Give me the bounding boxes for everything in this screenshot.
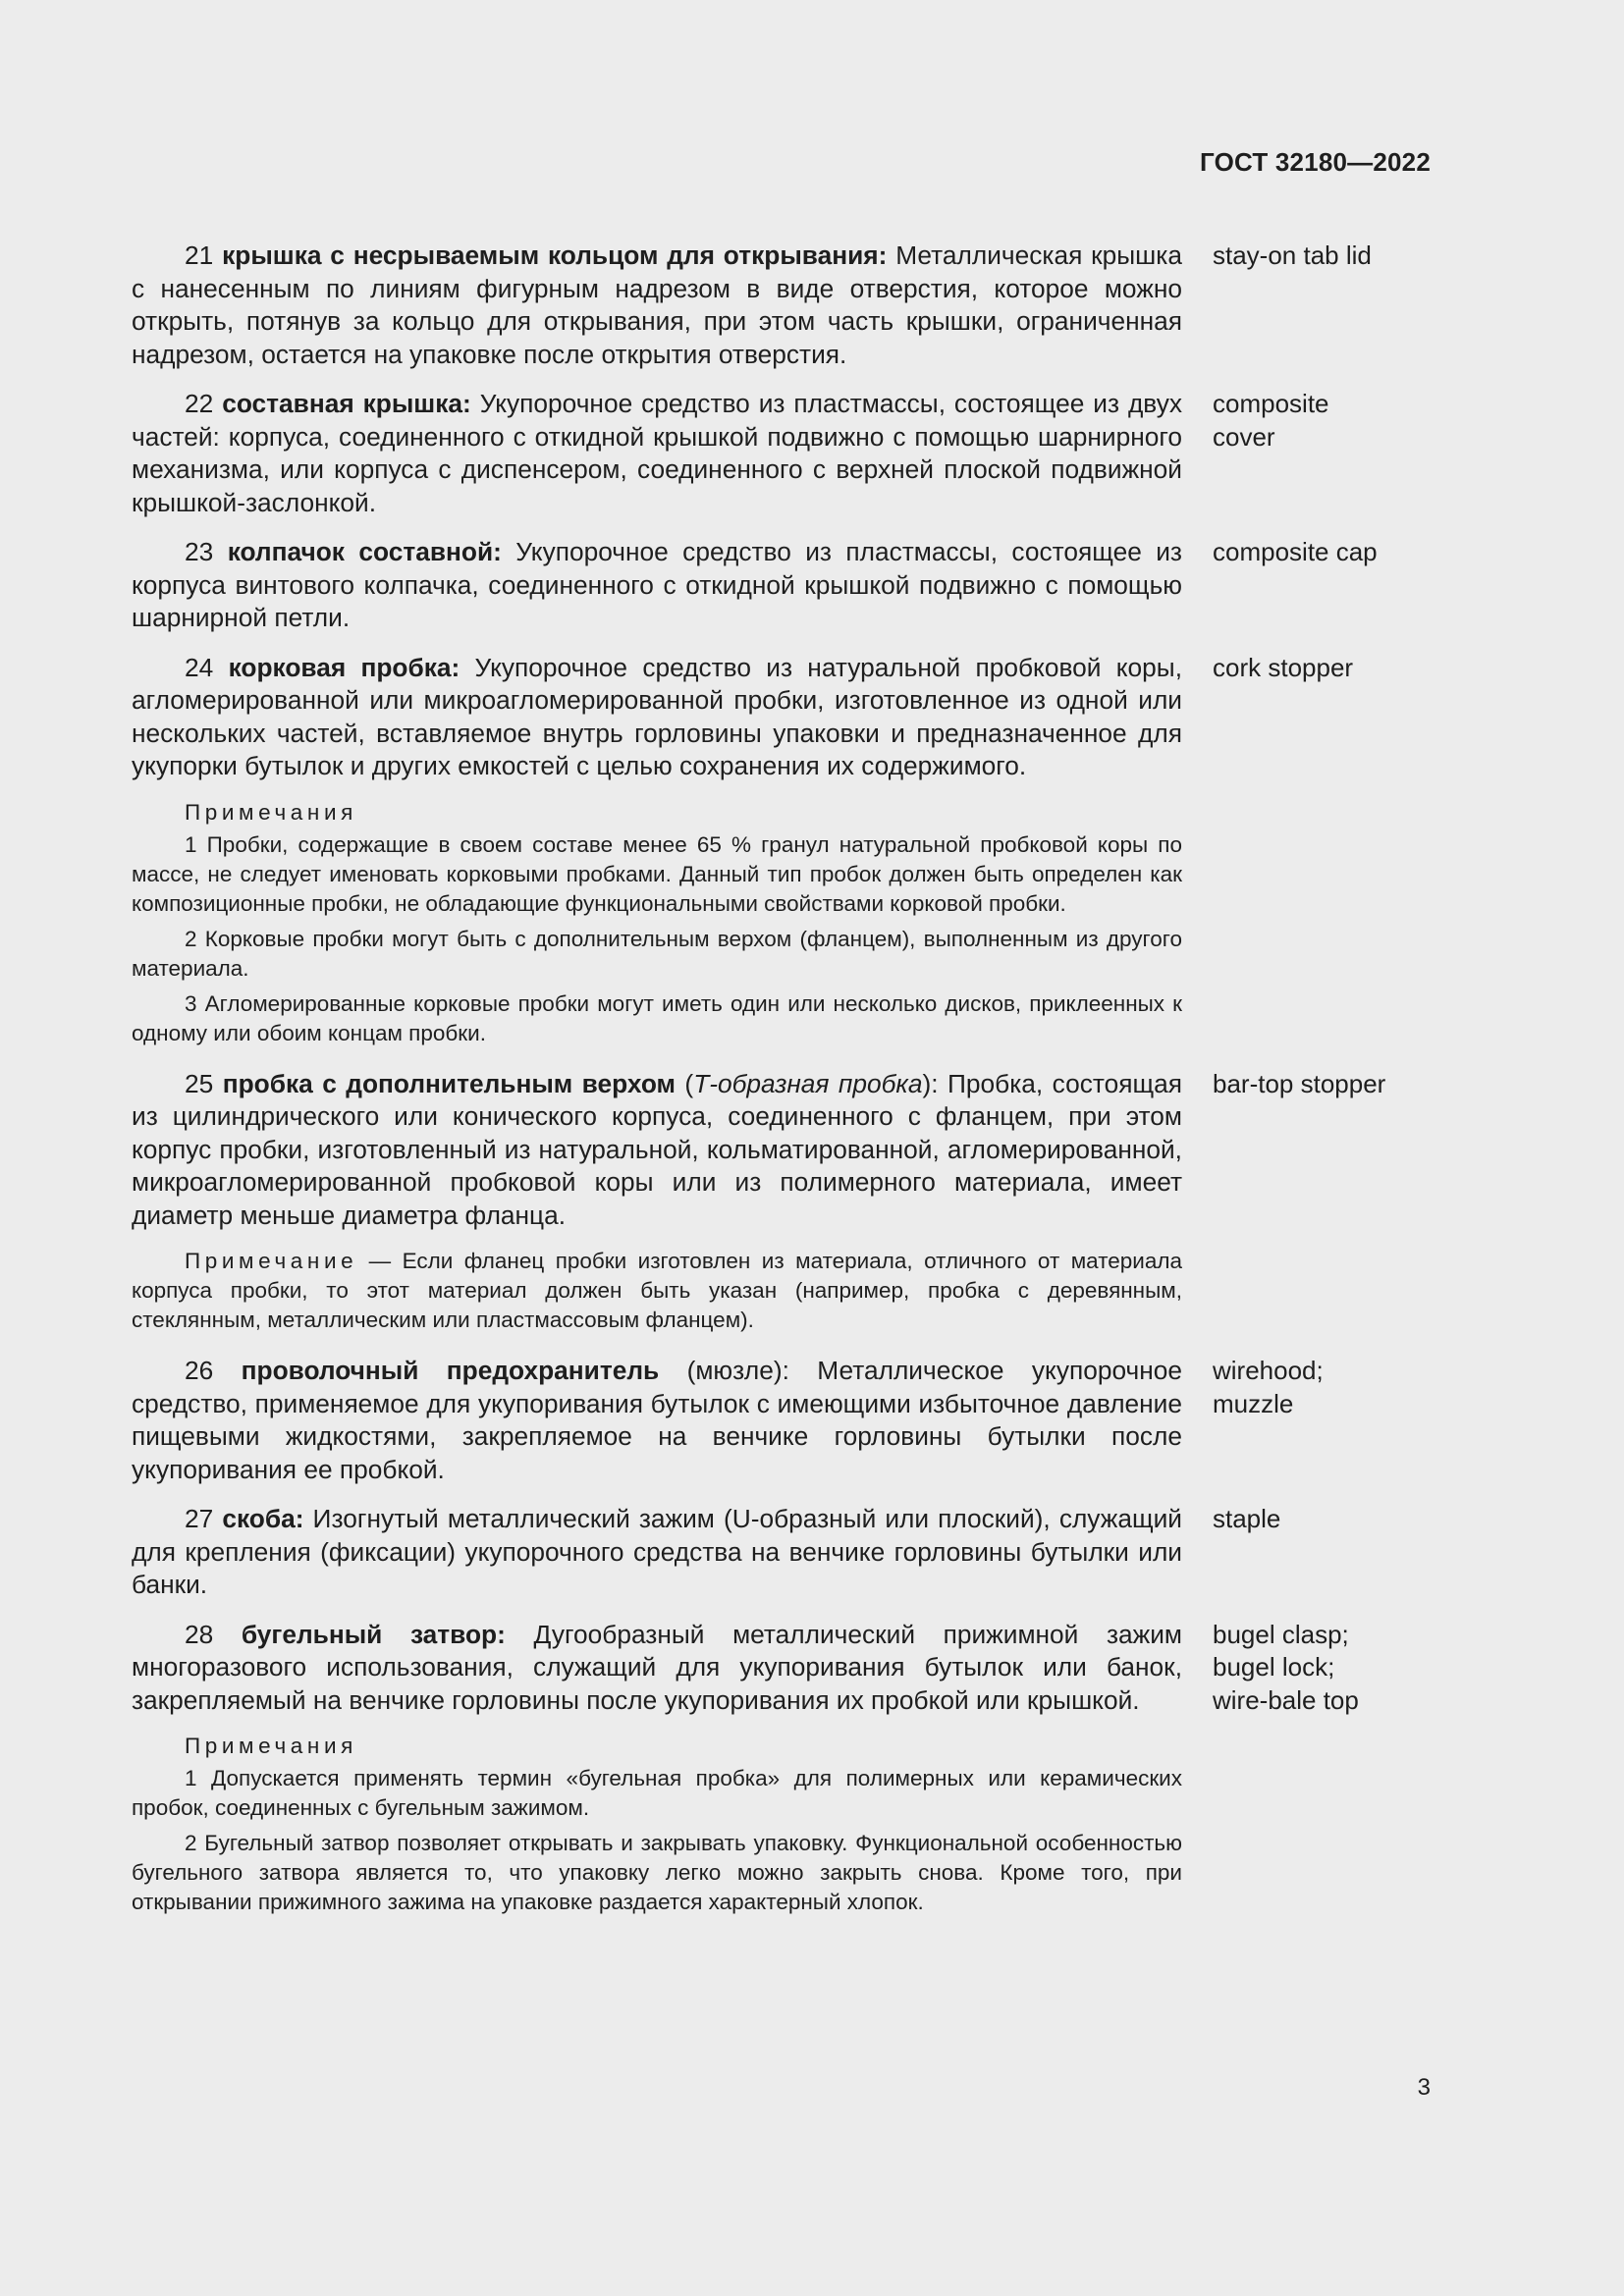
term-entry-24 xyxy=(132,652,1398,783)
term-entry-21 xyxy=(132,240,1398,371)
definition-text: (мюзле): Металлическое укупорочное средство, применяемое для укупоривания бутылок с имеющими избыточное давление пищевыми жидкостями, закрепляемое на венчике горловины бутылки после укупоривания ее пробкой. xyxy=(132,1356,1182,1484)
term-definition xyxy=(132,240,1182,371)
english-term: bugel clasp; xyxy=(1213,1619,1349,1649)
definition-text: Изогнутый металлический зажим (U-образный или плоский), служащий для крепления (фиксации) укупорочного средства на венчике горловины бутылки или банки. xyxy=(132,1504,1182,1599)
english-term: wirehood; xyxy=(1213,1356,1324,1385)
term-definition xyxy=(132,388,1182,519)
definition-text: Укупорочное средство из натуральной пробковой коры, агломерированной или микроагломерированной пробки, изготовленное из одной или нескольких частей, вставляемое внутрь горловины упаковки и предназначенное для укупорки бутылок и других емкостей с целью сохранения их содержимого. xyxy=(132,652,1183,780)
term-entry-22 xyxy=(132,388,1398,519)
english-term: staple xyxy=(1213,1504,1281,1533)
term-entry-25 xyxy=(132,1068,1398,1233)
term-number: 25 xyxy=(185,1068,214,1098)
document-code: ГОСТ 32180—2022 xyxy=(1200,147,1431,177)
english-equivalent xyxy=(1213,1619,1398,1718)
term-name: колпачок составной: xyxy=(227,537,502,566)
notes-title: Примечания xyxy=(185,799,357,825)
term-number: 22 xyxy=(185,389,214,418)
paren-open: ( xyxy=(675,1068,694,1098)
notes-block xyxy=(132,1247,1182,1335)
alternative-term: Т-образная пробка xyxy=(693,1068,923,1098)
english-term: bugel lock; xyxy=(1213,1652,1335,1682)
english-equivalent xyxy=(1213,388,1398,519)
term-number: 27 xyxy=(185,1504,214,1533)
note-item xyxy=(132,1247,1182,1335)
term-number: 24 xyxy=(185,652,214,682)
term-number: 28 xyxy=(185,1619,214,1649)
english-term: wire-bale top xyxy=(1213,1684,1359,1715)
english-term: muzzle xyxy=(1213,1388,1294,1418)
notes-title: Примечания xyxy=(185,1734,357,1758)
english-term: cork stopper xyxy=(1213,652,1354,682)
term-entry-27 xyxy=(132,1503,1398,1602)
term-number: 21 xyxy=(185,240,214,270)
note-item: 2 Корковые пробки могут быть с дополнительным верхом (фланцем), выполненным из другого материала. xyxy=(132,926,1182,981)
term-name: крышка с несрываемым кольцом для открывания: xyxy=(222,240,888,270)
term-definition xyxy=(132,536,1182,635)
definition-text: : Пробка, состоящая из цилиндрического или конического корпуса, соединенного с фланцем, при этом корпус пробки, изготовленный из натуральной, кольматированной, агломерированной, микроагломерированной пробковой коры или из полимерного материала, имеет диаметр меньше диаметра фланца. xyxy=(132,1068,1182,1230)
definition-text: Дугообразный металлический прижимной зажим многоразового использования, служащий для укупоривания бутылок или банок, закрепляемый на венчике горловины после укупоривания их пробкой или крышкой. xyxy=(132,1619,1182,1715)
term-definition xyxy=(132,1355,1182,1486)
paren-close: ) xyxy=(922,1068,932,1098)
notes-block xyxy=(132,1732,1182,1917)
page-number: 3 xyxy=(1417,2074,1431,2101)
term-definition xyxy=(132,652,1182,783)
english-term: composite cap xyxy=(1213,537,1378,566)
term-definition xyxy=(132,1619,1182,1718)
notes-block xyxy=(132,798,1182,1048)
term-entry-26 xyxy=(132,1355,1398,1486)
english-equivalent xyxy=(1213,652,1398,783)
note-text: — Если фланец пробки изготовлен из материала, отличного от материала корпуса пробки, то этот материал должен быть указан (например, пробка с деревянным, стеклянным, металлическим или пластмассовым фланцем). xyxy=(132,1249,1182,1332)
term-name: бугельный затвор: xyxy=(241,1619,506,1649)
term-entry-28 xyxy=(132,1619,1398,1718)
note-item: 3 Агломерированные корковые пробки могут иметь один или несколько дисков, приклеенных к одному или обоим концам пробки. xyxy=(132,990,1182,1045)
term-definition xyxy=(132,1068,1182,1233)
term-name: пробка с дополнительным верхом xyxy=(222,1068,676,1098)
term-name: корковая пробка: xyxy=(228,652,460,682)
english-equivalent xyxy=(1213,536,1398,635)
note-item: 2 Бугельный затвор позволяет открывать и закрывать упаковку. Функциональной особенностью бугельного затвора является то, что упаковку легко можно закрыть снова. Кроме того, при открывании прижимного зажима на упаковке раздается характерный хлопок. xyxy=(132,1831,1182,1914)
note-title: Примечание xyxy=(185,1249,358,1273)
term-name: скоба: xyxy=(222,1504,304,1533)
english-equivalent xyxy=(1213,1503,1398,1602)
english-equivalent xyxy=(1213,1355,1398,1486)
english-equivalent xyxy=(1213,1068,1398,1233)
english-equivalent xyxy=(1213,240,1398,371)
terms-list xyxy=(132,240,1398,1937)
definition-text: Металлическая крышка с нанесенным по линиям фигурным надрезом в виде отверстия, которое можно открыть, потянув за кольцо для открывания, при этом часть крышки, ограниченная надрезом, остается на упаковке после открытия отверстия. xyxy=(132,240,1182,369)
term-entry-23 xyxy=(132,536,1398,635)
term-definition xyxy=(132,1503,1182,1602)
term-name: проволочный предохранитель xyxy=(241,1356,660,1385)
term-number: 23 xyxy=(185,537,214,566)
note-item: 1 Пробки, содержащие в своем составе менее 65 % гранул натуральной пробковой коры по массе, не следует именовать корковыми пробками. Данный тип пробок должен быть определен как композиционные пробки, не обладающие функциональными свойствами корковой пробки. xyxy=(132,831,1182,916)
term-name: составная крышка: xyxy=(222,389,471,418)
english-term: stay-on tab lid xyxy=(1213,240,1372,270)
note-item: 1 Допускается применять термин «бугельная пробка» для полимерных или керамических пробок, соединенных с бугельным зажимом. xyxy=(132,1766,1182,1820)
term-number: 26 xyxy=(185,1356,214,1385)
english-term: composite cover xyxy=(1213,389,1329,452)
definition-text: Укупорочное средство из пластмассы, состоящее из двух частей: корпуса, соединенного с откидной крышкой подвижно с помощью шарнирного механизма, или корпуса с диспенсером, соединенного с верхней плоской подвижной крышкой-заслонкой. xyxy=(132,389,1182,517)
english-term: bar-top stopper xyxy=(1213,1068,1386,1098)
definition-text: Укупорочное средство из пластмассы, состоящее из корпуса винтового колпачка, соединенного с откидной крышкой подвижно с помощью шарнирной петли. xyxy=(132,537,1182,632)
